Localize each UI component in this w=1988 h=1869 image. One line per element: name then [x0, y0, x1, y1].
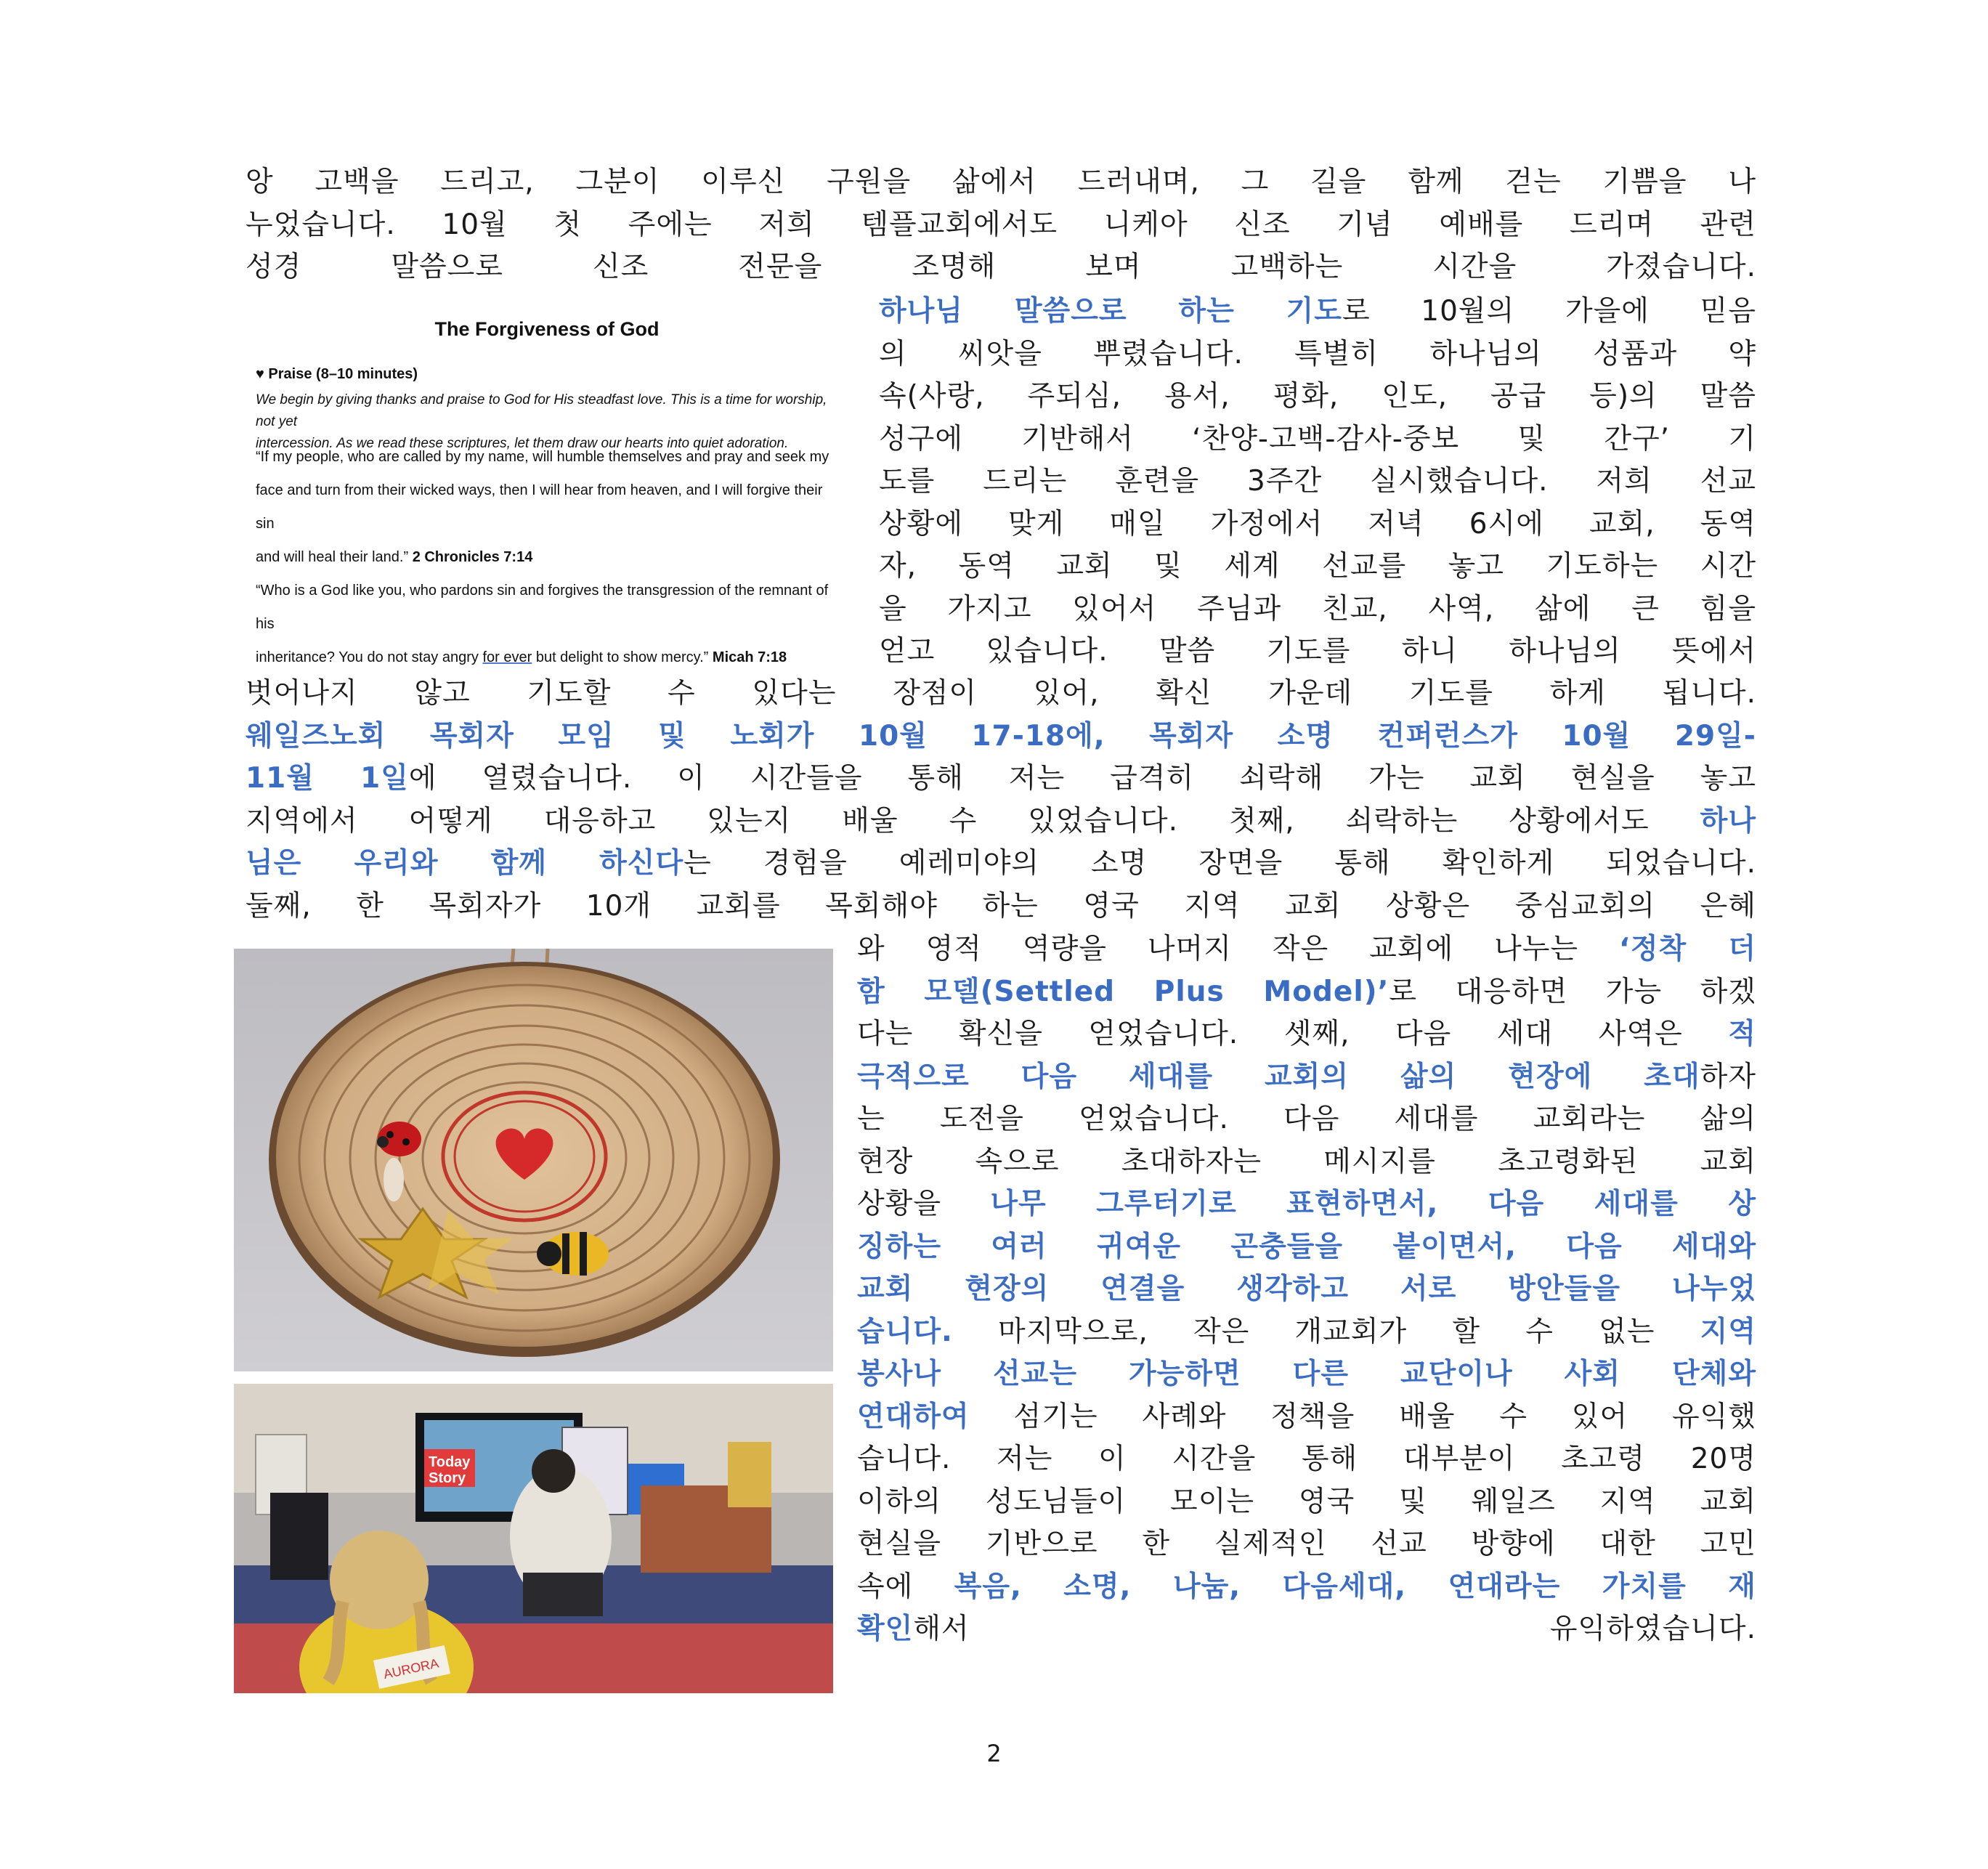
text-line [246, 885, 1756, 928]
text-line [857, 1523, 1756, 1565]
text-line [857, 1098, 1756, 1140]
highlighted-text: 나무 그루터기로 표현하면서, 다음 세대를 상 [990, 1188, 1756, 1220]
text-line [857, 928, 1756, 970]
highlighted-text: 징하는 여러 귀여운 곤충들을 붙이면서, 다음 세대와 [857, 1230, 1756, 1263]
verse-line [256, 540, 837, 574]
prayer-guide-title: The Forgiveness of God [434, 318, 660, 340]
highlighted-text: 교회 현장의 연결을 생각하고 서로 방안들을 나누었 [857, 1273, 1756, 1305]
highlighted-text: 확인 [857, 1613, 914, 1645]
highlighted-text: 11월 1일 [246, 762, 409, 795]
text-line [857, 1013, 1756, 1055]
text-line [246, 800, 1756, 843]
underlined-text: for ever [482, 649, 532, 665]
text-line [246, 715, 1756, 758]
text-line [857, 1353, 1756, 1395]
text-line [246, 758, 1756, 800]
scripture-verse [256, 574, 837, 674]
text-line [857, 971, 1756, 1013]
text-line [857, 1438, 1756, 1480]
text-line [857, 1056, 1756, 1098]
text-line [879, 376, 1756, 418]
text-segment: 상황을 [857, 1188, 991, 1220]
text-segment: 에 열렸습니다. 이 시간들을 통해 저는 급격히 쇠락해 가는 교회 현실을 놓고 [408, 762, 1756, 795]
text-segment: 습니다. 저는 이 시간을 통해 대부분이 초고령 20명 [857, 1443, 1756, 1475]
highlighted-text: 님은 우리와 함께 하신다 [246, 847, 684, 880]
text-segment: 상황에 맞게 매일 가정에서 저녁 6시에 교회, 동역 [879, 507, 1756, 540]
text-line [879, 461, 1756, 503]
text-segment: 속(사랑, 주되심, 용서, 평화, 인도, 공급 등)의 말씀 [879, 380, 1756, 413]
highlighted-text: 하나님 말씀으로 하는 기도 [879, 295, 1342, 328]
text-segment: 속에 [857, 1570, 954, 1603]
highlighted-text: 적 [1728, 1018, 1756, 1050]
text-segment: 을 가지고 있어서 주님과 친교, 사역, 삶에 큰 힘을 [879, 592, 1756, 625]
verse-line: “If my people, who are called by my name, will humble themselves and pray and seek my [256, 449, 829, 465]
story-time-classroom-photo [234, 1384, 833, 1693]
text-segment: 현장 속으로 초대하자는 메시지를 초고령화된 교회 [857, 1145, 1756, 1178]
highlighted-text: 연대하여 [857, 1400, 970, 1433]
text-segment: 로 10월의 가을에 믿음 [1342, 295, 1756, 328]
text-segment: 얻고 있습니다. 말씀 기도를 하니 하나님의 뜻에서 [879, 635, 1756, 668]
text-line [879, 333, 1756, 376]
text-segment: 성구에 기반해서 ‘찬양-고백-감사-중보 및 간구’ 기 [879, 422, 1756, 455]
text-segment: 앙 고백을 드리고, 그분이 이루신 구원을 삶에서 드러내며, 그 길을 함께 걷는 기쁨을 나 [246, 166, 1756, 198]
verse-text: but delight to show mercy.” [532, 649, 709, 665]
text-segment: 와 영적 역량을 나머지 작은 교회에 나누는 [857, 933, 1620, 965]
text-segment: 누었습니다. 10월 첫 주에는 저희 템플교회에서도 니케아 신조 기념 예배를 드리며 관련 [246, 208, 1756, 241]
text-line [857, 1226, 1756, 1268]
text-line [246, 161, 1756, 203]
text-segment: 는 경험을 예레미야의 소명 장면을 통해 확인하게 되었습니다. [683, 847, 1756, 880]
tv-caption: Today [429, 1454, 471, 1470]
text-segment: 지역에서 어떻게 대응하고 있는지 배울 수 있었습니다. 첫째, 쇠락하는 상황에서도 [246, 804, 1700, 838]
text-line [246, 843, 1756, 885]
text-line [879, 546, 1756, 588]
praise-intro-line: intercession. As we read these scriptures, let them draw our hearts into quiet adoration. [256, 436, 789, 451]
text-line [857, 1268, 1756, 1310]
text-segment: 로 대응하면 가능 하겠 [1389, 975, 1756, 1008]
highlighted-text: ‘정착 더 [1619, 933, 1756, 965]
text-segment: 다는 확신을 얻었습니다. 셋째, 다음 세대 사역은 [857, 1018, 1729, 1050]
highlighted-text: 습니다. [857, 1315, 953, 1348]
text-line [879, 418, 1756, 461]
verse-line: face and turn from their wicked ways, then I will hear from heaven, and I will forgive their sin [256, 482, 823, 532]
text-line [879, 631, 1756, 673]
text-line [879, 588, 1756, 631]
highlighted-text: 복음, 소명, 나눔, 다음세대, 연대라는 가치를 재 [954, 1570, 1756, 1603]
verse-text: inheritance? You do not stay angry [256, 649, 483, 665]
text-segment: 자, 동역 교회 및 세계 선교를 놓고 기도하는 시간 [879, 550, 1756, 583]
highlighted-text: 하나 [1700, 804, 1756, 838]
verse-reference: Micah 7:18 [712, 649, 787, 665]
name-tag: AURORA [382, 1655, 440, 1682]
text-segment: 섬기는 사례와 정책을 배울 수 있어 유익했 [969, 1400, 1756, 1433]
praise-intro-line: We begin by giving thanks and praise to God for His steadfast love. This is a time for worship, not yet [256, 392, 827, 429]
text-segment: 해서 유익하였습니다. [913, 1613, 1756, 1645]
text-line [857, 1183, 1756, 1225]
text-segment: 마지막으로, 작은 개교회가 할 수 없는 [952, 1315, 1700, 1348]
scripture-verse [256, 440, 837, 574]
text-line [246, 204, 1756, 246]
verse-reference: 2 Chronicles 7:14 [412, 549, 533, 565]
highlighted-text: 함 모델(Settled Plus Model)’ [857, 975, 1389, 1008]
text-line [857, 1608, 1756, 1650]
text-line [857, 1311, 1756, 1353]
page-number: 2 [986, 1740, 1002, 1767]
text-segment: 둘째, 한 목회자가 10개 교회를 목회해야 하는 영국 지역 교회 상황은 중심교회의 은혜 [246, 889, 1756, 923]
text-line [857, 1396, 1756, 1438]
text-line [857, 1141, 1756, 1183]
text-line [857, 1481, 1756, 1523]
highlighted-text: 봉사나 선교는 가능하면 다른 교단이나 사회 단체와 [857, 1358, 1756, 1390]
highlighted-text: 웨일즈노회 목회자 모임 및 노회가 10월 17-18에, 목회자 소명 컨퍼런스가 10월 29일- [246, 719, 1756, 753]
tv-caption: Story [429, 1470, 466, 1486]
text-segment: 이하의 성도님들이 모이는 영국 및 웨일즈 지역 교회 [857, 1485, 1756, 1518]
highlighted-text: 지역 [1700, 1315, 1756, 1348]
text-segment: 는 도전을 얻었습니다. 다음 세대를 교회라는 삶의 [857, 1103, 1756, 1135]
prayer-guide-screenshot [246, 304, 848, 665]
text-line [857, 1566, 1756, 1608]
verse-text: and will heal their land.” [256, 549, 409, 565]
highlighted-text: 극적으로 다음 세대를 교회의 삶의 현장에 초대 [857, 1060, 1700, 1093]
text-segment: 도를 드리는 훈련을 3주간 실시했습니다. 저희 선교 [879, 465, 1756, 498]
text-segment: 하자 [1700, 1060, 1756, 1093]
text-segment: 성경 말씀으로 신조 전문을 조명해 보며 고백하는 시간을 가졌습니다. [246, 251, 1756, 283]
tree-stump-ornament-photo [234, 949, 833, 1371]
text-line [246, 673, 1756, 715]
praise-heading: ♥ Praise (8–10 minutes) [256, 366, 418, 382]
verse-line: “Who is a God like you, who pardons sin and forgives the transgression of the remnant of his [256, 583, 829, 632]
text-segment: 벗어나지 않고 기도할 수 있다는 장점이 있어, 확신 가운데 기도를 하게 됩니다. [246, 677, 1756, 710]
text-segment: 현실을 기반으로 한 실제적인 선교 방향에 대한 고민 [857, 1528, 1756, 1560]
classroom-image [234, 1384, 833, 1693]
text-line [879, 291, 1756, 333]
text-segment: 의 씨앗을 뿌렸습니다. 특별히 하나님의 성품과 약 [879, 337, 1756, 370]
tree-stump-ornament-image [234, 949, 833, 1371]
text-line [246, 246, 1756, 288]
verse-line [256, 641, 837, 674]
text-line [879, 503, 1756, 546]
